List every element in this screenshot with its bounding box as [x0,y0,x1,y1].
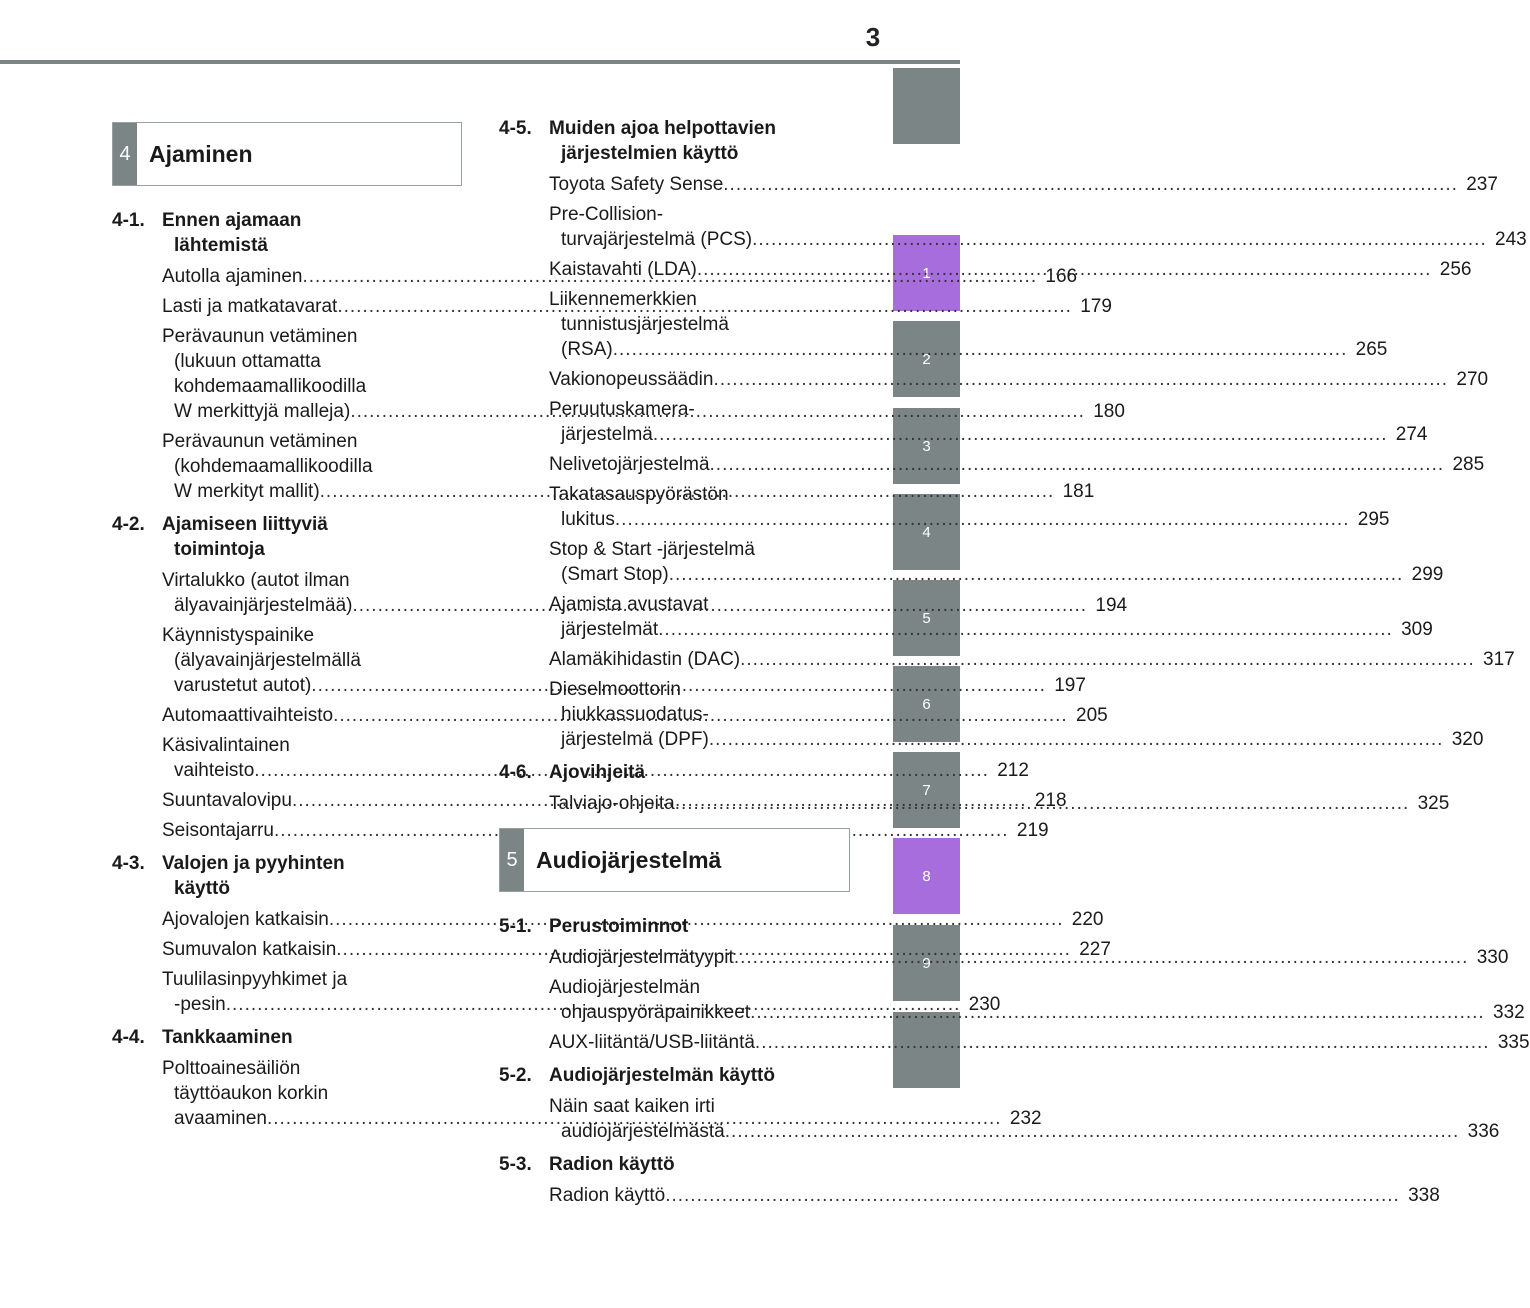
toc-leader-dots [615,507,1350,532]
toc-leader-dots [613,337,1348,362]
toc-group-heading [499,914,837,939]
toc-group-number: 5-3. [499,1154,532,1175]
toc-entry-page: 243 [1495,229,1527,250]
chapter-tab-4[interactable]: 4 [893,494,960,570]
toc-entry-page: 205 [1076,705,1108,726]
toc-entry-text: Automaattivaihteisto [162,705,334,726]
toc-entry-text: turvajärjestelmä (PCS) [561,229,753,250]
toc-entry-text: Radion käyttö [549,1185,666,1206]
toc-entry-text: Dieselmoottorin [549,679,681,700]
toc-entry[interactable] [549,647,1515,672]
toc-group-heading [499,1152,837,1177]
toc-leader-dots [653,422,1388,447]
toc-entry[interactable] [549,202,1527,252]
toc-group-title [162,1025,450,1050]
toc-group-title [549,1063,837,1088]
toc-group-heading [112,208,450,258]
toc-leader-dots [710,452,1445,477]
toc-leader-dots [734,945,1469,970]
section-5-title: Audiojärjestelmä [536,846,722,873]
toc-entry-page: 256 [1439,259,1472,280]
toc-group-number: 4-6. [499,762,532,783]
toc-leader-dots [669,562,1404,587]
toc-entry[interactable] [549,1030,1530,1055]
toc-entry-page: 270 [1456,369,1489,390]
toc-entry-text: Nelivetojärjestelmä [549,454,710,475]
toc-group-number: 5-2. [499,1065,532,1086]
toc-group-title [549,116,837,166]
toc-entry-page: 179 [1080,296,1112,317]
toc-entry-text: Tuulilasinpyyhkimet ja [162,969,348,990]
toc-entry-text: tunnistusjärjestelmä [561,314,729,335]
toc-entry-page: 335 [1497,1032,1530,1053]
toc-entry-text: järjestelmä (DPF) [561,729,709,750]
toc-entry-page: 336 [1467,1121,1500,1142]
toc-leader-dots [725,1119,1460,1144]
chapter-tab-1[interactable]: 1 [893,235,960,311]
toc-entry-text: järjestelmä [561,424,653,445]
toc-entry-text: (Smart Stop) [561,564,669,585]
toc-entry-page: 274 [1395,424,1428,445]
toc-entry-text: älyavainjärjestelmää) [174,595,353,616]
toc-entry-page: 166 [1045,266,1078,287]
toc-entry-text: Seisontajarru [162,820,274,841]
toc-entry-text: vaihteisto [174,760,255,781]
toc-entry-page: 332 [1493,1002,1525,1023]
toc-group-heading [112,851,450,901]
toc-entry-text: Ajovalojen katkaisin [162,909,329,930]
toc-entry-page: 325 [1417,793,1450,814]
toc-entry-text: Käsivalintainen [162,735,290,756]
toc-entry-page: 295 [1357,509,1390,530]
toc-entry-page: 320 [1451,729,1484,750]
toc-entry-text: Pre-Collision- [549,204,664,225]
toc-group-number: 4-4. [112,1027,145,1048]
toc-entry-text: Käynnistyspainike [162,625,315,646]
toc-entry-text: audiojärjestelmästä [561,1121,725,1142]
toc-entry-page: 317 [1483,649,1515,670]
toc-leader-dots [665,1183,1400,1208]
toc-leader-dots [709,727,1444,752]
chapter-tab-9[interactable]: 9 [893,925,960,1001]
toc-entry[interactable] [549,1183,1440,1208]
toc-entry-page: 230 [968,994,1001,1015]
toc-group-number: 4-3. [112,853,145,874]
toc-entry-text: Vakionopeussäädin [549,369,714,390]
toc-group-title [549,1152,837,1177]
toc-entry-text: avaaminen [174,1108,267,1129]
toc-entry-text: W merkityt mallit) [174,481,320,502]
toc-entry-text: Virtalukko (autot ilman [162,570,350,591]
toc-group-heading [499,116,837,166]
toc-group-heading [112,1025,450,1050]
toc-group-number: 4-5. [499,118,532,139]
toc-entry-text: Stop & Start -järjestelmä [549,539,755,560]
chapter-tab-3[interactable]: 3 [893,408,960,484]
toc-entry-page: 285 [1452,454,1485,475]
toc-entry-text: (RSA) [561,339,613,360]
toc-entry-text: Lasti ja matkatavarat [162,296,338,317]
toc-entry-text: Perävaunun vetäminen [162,326,358,347]
toc-group-title [549,760,837,785]
toc-entry-text: Polttoainesäiliön [162,1058,301,1079]
chapter-tab-blank-0[interactable] [893,68,960,144]
toc-entry-text: Peruutuskamera- [549,399,695,420]
toc-entry[interactable] [549,452,1485,477]
toc-leader-dots [697,257,1432,282]
toc-leader-dots [750,1000,1485,1025]
toc-entry-text: ohjauspyöräpainikkeet [561,1002,751,1023]
toc-entry-page: 299 [1411,564,1444,585]
toc-entry-text: Sumuvalon katkaisin [162,939,337,960]
toc-entry-text: (lukuun ottamatta [174,351,321,372]
toc-group-title-line: Valojen ja pyyhinten [162,853,345,874]
toc-entry-text: hiukkassuodatus- [561,704,709,725]
chapter-tab-5[interactable]: 5 [893,580,960,656]
toc-entry[interactable] [549,367,1489,392]
toc-entry-text: W merkittyjä malleja) [174,401,351,422]
toc-group-title-line: lähtemistä [174,235,268,256]
toc-group-heading [499,760,837,785]
toc-entry-text: varustetut autot) [174,675,312,696]
toc-entry-page: 181 [1062,481,1095,502]
toc-entry[interactable] [549,537,1444,587]
toc-entry-text: Audiojärjestelmän [549,977,701,998]
toc-entry-text: (älyavainjärjestelmällä [174,650,361,671]
toc-leader-dots [713,367,1448,392]
toc-entry-text: Takatasauspyörästön [549,484,729,505]
toc-entry-text: Talviajo-ohjeita [549,793,675,814]
toc-entry-page: 197 [1054,675,1086,696]
toc-entry-text: Ajamista avustavat [549,594,709,615]
toc-group-number: 5-1. [499,916,532,937]
toc-entry-page: 265 [1355,339,1388,360]
toc-entry-page: 220 [1071,909,1104,930]
toc-group-title-line: Radion käyttö [549,1154,675,1175]
toc-leader-dots [740,647,1475,672]
toc-group-title [549,914,837,939]
toc-group-title [162,851,450,901]
toc-entry-text: (kohdemaamallikoodilla [174,456,373,477]
toc-entry-text: kohdemaamallikoodilla [174,376,367,397]
toc-entry-text: Perävaunun vetäminen [162,431,358,452]
toc-entry[interactable] [549,172,1498,197]
toc-group-title-line: järjestelmien käyttö [561,143,739,164]
section-5-number: 5 [500,829,524,891]
toc-group-title-line: Audiojärjestelmän käyttö [549,1065,775,1086]
section-4-title: Ajaminen [149,140,253,167]
chapter-tab-6[interactable]: 6 [893,666,960,742]
toc-group-title [162,208,450,258]
toc-group-number: 4-2. [112,514,145,535]
toc-entry-text: lukitus [561,509,615,530]
toc-entry-text: -pesin [174,994,226,1015]
toc-entry-page: 180 [1093,401,1125,422]
chapter-tab-8[interactable]: 8 [893,838,960,914]
toc-entry-page: 212 [997,760,1029,781]
section-5-header [499,828,850,892]
toc-entry-page: 330 [1476,947,1509,968]
toc-group-title-line: Ajovihjeitä [549,762,646,783]
chapter-tab-2[interactable]: 2 [893,321,960,397]
toc-group [499,1152,1440,1208]
section-4-header [112,122,462,186]
toc-entry-page: 237 [1466,174,1498,195]
toc-leader-dots [723,172,1458,197]
toc-leader-dots [658,617,1393,642]
toc-group-title-line: toimintoja [174,539,265,560]
toc-entry-page: 309 [1401,619,1433,640]
top-rule [0,60,960,64]
chapter-tab-7[interactable]: 7 [893,752,960,828]
toc-entry-page: 219 [1016,820,1049,841]
toc-group-title [162,512,450,562]
toc-leader-dots [755,1030,1490,1055]
toc-entry-page: 232 [1009,1108,1042,1129]
toc-group-title-line: Tankkaaminen [162,1027,293,1048]
toc-group-number: 4-1. [112,210,145,231]
toc-entry-text: Liikennemerkkien [549,289,697,310]
toc-group-title-line: Ajamiseen liittyviä [162,514,328,535]
toc-group-title-line: käyttö [174,878,230,899]
toc-entry[interactable] [162,818,1049,843]
toc-entry-page: 218 [1034,790,1067,811]
toc-entry-text: täyttöaukon korkin [174,1083,329,1104]
toc-group-heading [112,512,450,562]
toc-entry-text: Kaistavahti (LDA) [549,259,697,280]
toc-leader-dots [675,791,1410,816]
toc-entry-text: järjestelmät [561,619,659,640]
toc-entry-text: Näin saat kaiken irti [549,1096,715,1117]
toc-entry-page: 338 [1408,1185,1440,1206]
page-number: 3 [865,22,881,52]
toc-entry-text: Suuntavalovipu [162,790,292,811]
toc-entry-text: Audiojärjestelmätyypit [549,947,734,968]
toc-entry-text: Toyota Safety Sense [549,174,724,195]
toc-entry-text: Autolla ajaminen [162,266,303,287]
toc-group-heading [499,1063,837,1088]
toc-entry-page: 227 [1079,939,1111,960]
toc-group-title-line: Muiden ajoa helpottavien [549,118,776,139]
toc-group-title-line: Ennen ajamaan [162,210,302,231]
toc-group-title-line: Perustoiminnot [549,916,689,937]
toc-entry-text: AUX-liitäntä/USB-liitäntä [549,1032,755,1053]
toc-leader-dots [752,227,1487,252]
section-4-number: 4 [113,123,137,185]
toc-entry-page: 194 [1095,595,1128,616]
toc-entry-text: Alamäkihidastin (DAC) [549,649,741,670]
